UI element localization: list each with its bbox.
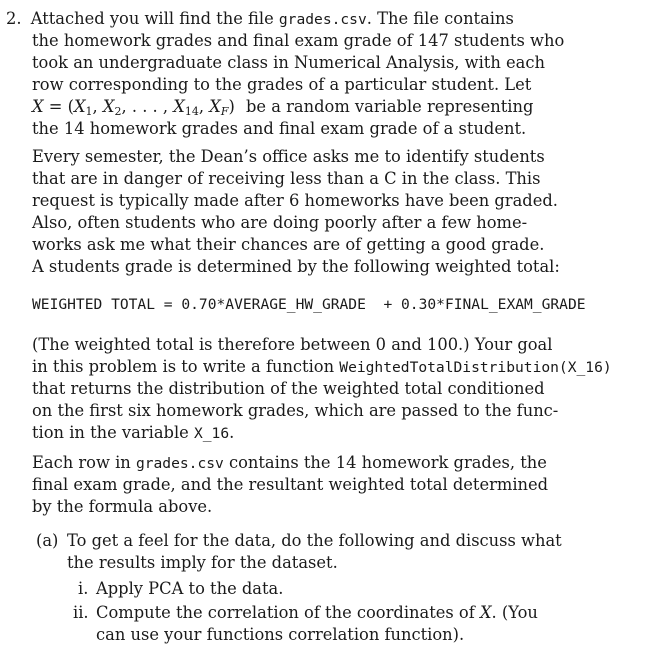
variable-code: X_16	[193, 425, 230, 442]
problem-number: 2.	[6, 9, 22, 28]
intro-line-1-end: . The file contains	[366, 9, 514, 28]
para3-line-3: that returns the distribution of the weighted total conditioned	[32, 379, 545, 398]
item-ii-line-1: Compute the correlation of the coordinates of X. (You	[96, 603, 538, 622]
intro-line-3: took an undergraduate class in Numerical Analysis, with each	[32, 53, 545, 72]
intro-line-2: the homework grades and final exam grade of 147 students who	[32, 31, 565, 50]
para3-line-2: in this problem is to write a function WeightedTotalDistribution(X_16)	[32, 357, 612, 376]
para2-line-4: Also, often students who are doing poorly after a few home-	[32, 213, 528, 232]
para2-line-1: Every semester, the Dean’s office asks me to identify students	[32, 147, 545, 166]
intro-line-1-text: Attached you will find the file	[30, 9, 279, 28]
intro-line-5-text: be a random variable representing	[246, 97, 534, 116]
para2-line-5: works ask me what their chances are of getting a good grade.	[32, 235, 545, 254]
problem-header-line	[6, 8, 514, 30]
para2-line-3: request is typically made after 6 homeworks have been graded.	[32, 191, 558, 210]
intro-line-4: row corresponding to the grades of a particular student. Let	[32, 75, 532, 94]
para2-line-6: A students grade is determined by the following weighted total:	[32, 257, 560, 276]
item-ii-label: ii.	[73, 603, 89, 622]
intro-line-6: the 14 homework grades and final exam grade of a student.	[32, 119, 527, 138]
part-a-line-1: To get a feel for the data, do the following and discuss what	[67, 531, 562, 550]
para3-line-4: on the first six homework grades, which are passed to the func-	[32, 401, 559, 420]
part-a-line-2: the results imply for the dataset.	[67, 553, 338, 572]
filename-code: grades.csv	[278, 11, 367, 28]
weighted-total-formula: WEIGHTED TOTAL = 0.70*AVERAGE_HW_GRADE + 0.30*FINAL_EXAM_GRADE	[32, 296, 586, 313]
filename-code-2: grades.csv	[135, 455, 224, 472]
function-name-code: WeightedTotalDistribution(X_16)	[339, 359, 612, 376]
part-a-label: (a)	[36, 531, 59, 550]
item-i-label: i.	[78, 579, 89, 598]
item-i-text: Apply PCA to the data.	[96, 579, 284, 598]
para4-line-2: final exam grade, and the resultant weighted total determined	[32, 475, 549, 494]
para4-line-3: by the formula above.	[32, 497, 213, 516]
para3-line-1: (The weighted total is therefore between 0 and 100.) Your goal	[32, 335, 553, 354]
para2-line-2: that are in danger of receiving less than a C in the class. This	[32, 169, 541, 188]
para4-line-1: Each row in grades.csv contains the 14 homework grades, the	[32, 453, 547, 472]
item-ii-line-2: can use your functions correlation function).	[96, 625, 465, 644]
para3-line-5: tion in the variable X_16.	[32, 423, 235, 442]
intro-line-5	[32, 96, 533, 118]
random-variable-definition: $X = (X_1$, $X_2$, . . . , $X_{14}$, $X_F$)	[32, 97, 235, 118]
